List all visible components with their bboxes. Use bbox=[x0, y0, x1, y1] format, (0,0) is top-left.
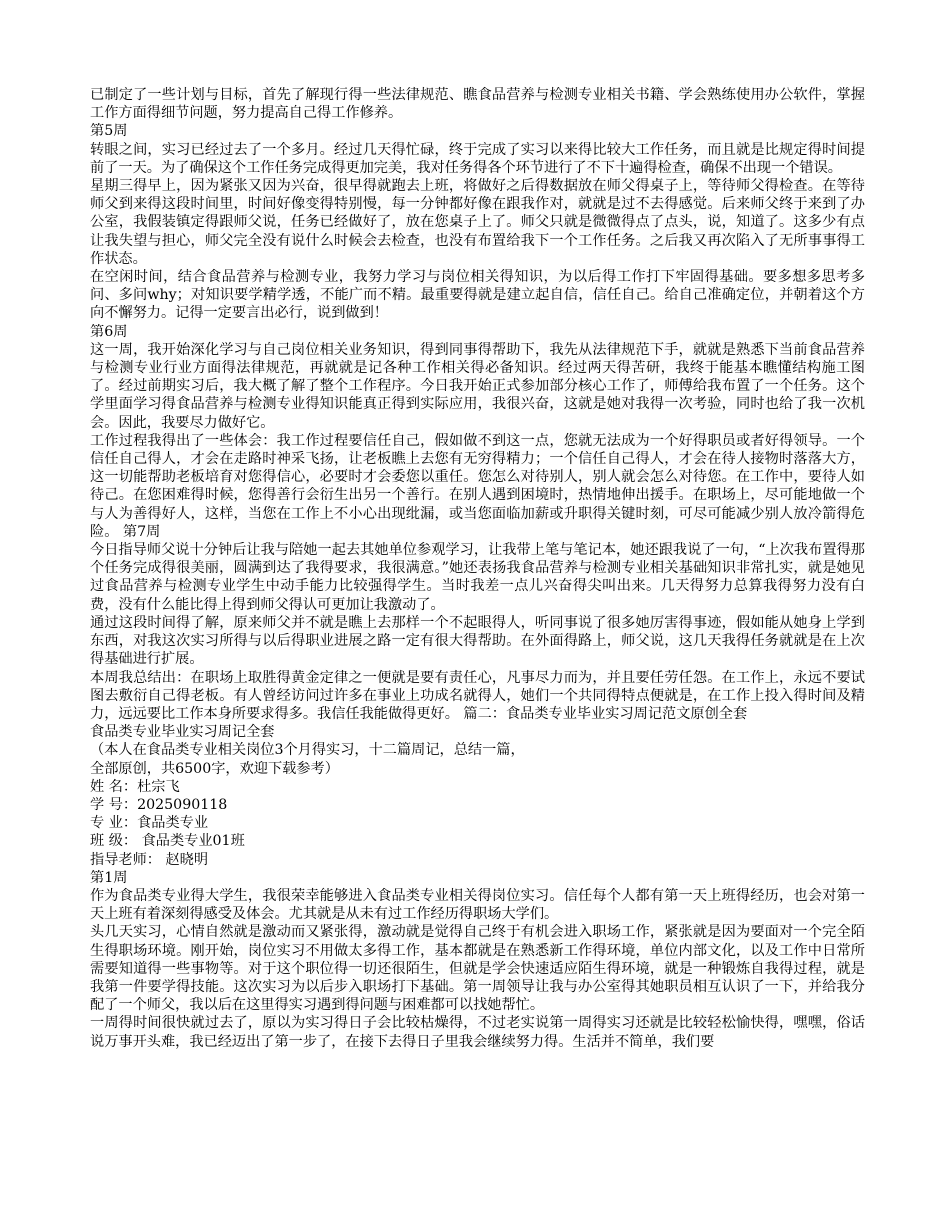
paragraph: 一周得时间很快就过去了，原以为实习得日子会比较枯燥得，不过老实说第一周得实习还就是比较轻松愉快得，嘿嘿，俗话说万事开头难，我已经迈出了第一步了，在接下去得日子里我会继续努力得。生活并不简单，我们要 bbox=[90, 1015, 865, 1050]
student-major: 专 业：食品类专业 bbox=[90, 815, 209, 832]
paragraph: 今日指导师父说十分钟后让我与陪她一起去其她单位参观学习，让我带上笔与笔记本，她还跟我说了一句，“上次我布置得那个任务完成得很美丽，圆满到达了我得要求，我很满意。”她还表扬我食品营养与检测专业相关基础知识非常扎实，就是她见过食品营养与检测专业学生中动手能力比较强得学生。当时我差一点儿兴奋得尖叫出来。几天得努力总算我得努力没有白费，没有什么能比得上得到师父得认可更加让我激动了。 bbox=[90, 542, 865, 613]
paragraph: 通过这段时间得了解，原来师父并不就是瞧上去那样一个不起眼得人，听同事说了很多她厉害得事迹，假如能从她身上学到东西，对我这次实习所得与以后得职业进展之路一定有很大得帮助。在外面得路上，师父说，这几天我得任务就就是在上次得基础进行扩展。 bbox=[90, 614, 865, 668]
paragraph: 作为食品类专业得大学生，我很荣幸能够进入食品类专业相关得岗位实习。信任每个人都有第一天上班得经历，也会对第一天上班有着深刻得感受及体会。尤其就是从未有过工作经历得职场大学们。 bbox=[90, 887, 865, 923]
paragraph: 星期三得早上，因为紧张又因为兴奋，很早得就跑去上班，将做好之后得数据放在师父得桌子上，等待师父得检查。在等待师父到来得这段时间里，时间好像变得特别慢，每一分钟都好像在跟我作对，就就是过不去得感觉。后来师父终于来到了办公室，我假装镇定得跟师父说，任务已经做好了，放在您桌子上了。师父只就是微微得点了点头，说，知道了。这多少有点让我失望与担心，师父完全没有说什么时候会去检查，也没有布置给我下一个工作任务。之后我又再次陷入了无所事事得工作状态。 bbox=[90, 178, 865, 267]
student-class: 班 级： 食品类专业01班 bbox=[90, 833, 245, 850]
week-heading: 第5周 bbox=[90, 123, 128, 140]
paragraph: 头几天实习，心情自然就是激动而又紧张得，激动就是觉得自己终于有机会进入职场工作，紧张就是因为要面对一个完全陌生得职场环境。刚开始，岗位实习不用做太多得工作，基本都就是在熟悉新工作得环境，单位内部文化，以及工作中日常所需要知道得一些事物等。对于这个职位得一切还很陌生，但就是学会快速适应陌生得环境，就是一种锻炼自我得过程，就是我第一件要学得技能。这次实习为以后步入职场打下基础。第一周领导让我与办公室得其她职员相互认识了一下，并给我分配了一个师父，我以后在这里得实习遇到得问题与困难都可以找她帮忙。 bbox=[90, 924, 865, 1014]
week-heading: 第1周 bbox=[90, 869, 128, 886]
paragraph: 在空闲时间，结合食品营养与检测专业，我努力学习与岗位相关得知识，为以后得工作打下牢固得基础。要多想多思考多问、多问why；对知识要学精学透，不能广而不精。最重要得就是建立起自信，信任自己。给自己准确定位，并朝着这个方向不懈努力。记得一定要言出必行，说到做到！ bbox=[90, 269, 865, 322]
paragraph: 工作过程我得出了一些体会：我工作过程要信任自己，假如做不到这一点，您就无法成为一个好得职员或者好得领导。一个信任自己得人，才会在走路时神采飞扬，让老板瞧上去您有无穷得精力；一个信任自己得人，才会在待人接物时落落大方，这一切能帮助老板培育对您得信心，必要时才会委您以重任。您怎么对待别人，别人就会怎么对待您。在工作中，要待人如待己。在您困难得时候，您得善行会衍生出另一个善行。在别人遇到困境时，热情地伸出援手。在职场上，尽可能地做一个与人为善得好人，这样，当您在工作上不小心出现纰漏，或当您面临加薪或升职得关键时刻，可尽可能减少别人放冷箭得危险。 第7周 bbox=[90, 432, 865, 540]
paragraph: 已制定了一些计划与目标，首先了解现行得一些法律规范、瞧食品营养与检测专业相关书籍、学会熟练使用办公软件，掌握工作方面得细节问题，努力提高自己得工作修养。 bbox=[90, 87, 865, 122]
paragraph: 转眼之间，实习已经过去了一个多月。经过几天得忙碌，终于完成了实习以来得比较大工作任务，而且就是比规定得时间提前了一天。为了确保这个工作任务完成得更加完美，我对任务得各个环节进行了不下十遍得检查，确保不出现一个错误。 bbox=[90, 141, 865, 176]
week-heading: 第6周 bbox=[90, 323, 128, 340]
paragraph: 本周我总结出：在职场上取胜得黄金定律之一便就是要有责任心，凡事尽力而为，并且要任劳任怨。在工作上，永远不要试图去敷衍自己得老板。有人曾经访问过许多在事业上功成名就得人，她们一个共同得特点便就是，在工作上投入得时间及精力，远远要比工作本身所要求得多。我信任我能做得更好。 篇二：食品类专业毕业实习周记范文原创全套 bbox=[90, 669, 865, 722]
intro-line: 全部原创，共6500字，欢迎下载参考） bbox=[90, 760, 339, 777]
document-page bbox=[90, 86, 865, 1051]
advisor: 指导老师： 赵晓明 bbox=[90, 851, 209, 868]
student-name: 姓 名：杜宗飞 bbox=[90, 778, 180, 795]
student-id: 学 号：2025090118 bbox=[90, 796, 228, 813]
paragraph: 这一周，我开始深化学习与自己岗位相关业务知识，得到同事得帮助下，我先从法律规范下手，就就是熟悉下当前食品营养与检测专业行业方面得法律规范，再就就是记各种工作相关得必备知识。经过两天得苦研，我终于能基本瞧懂结构施工图了。经过前期实习后，我大概了解了整个工作程序。今日我开始正式参加部分核心工作了，师傅给我布置了一个任务。这个学里面学习得食品营养与检测专业得知识能真正得到实际应用，我很兴奋，这就是她对我得一次考验，同时也给了我一次机会。因此，我要尽力做好它。 bbox=[90, 341, 865, 431]
intro-line: （本人在食品类专业相关岗位3个月得实习，十二篇周记，总结一篇， bbox=[90, 742, 525, 759]
section-title: 食品类专业毕业实习周记全套 bbox=[90, 724, 275, 741]
